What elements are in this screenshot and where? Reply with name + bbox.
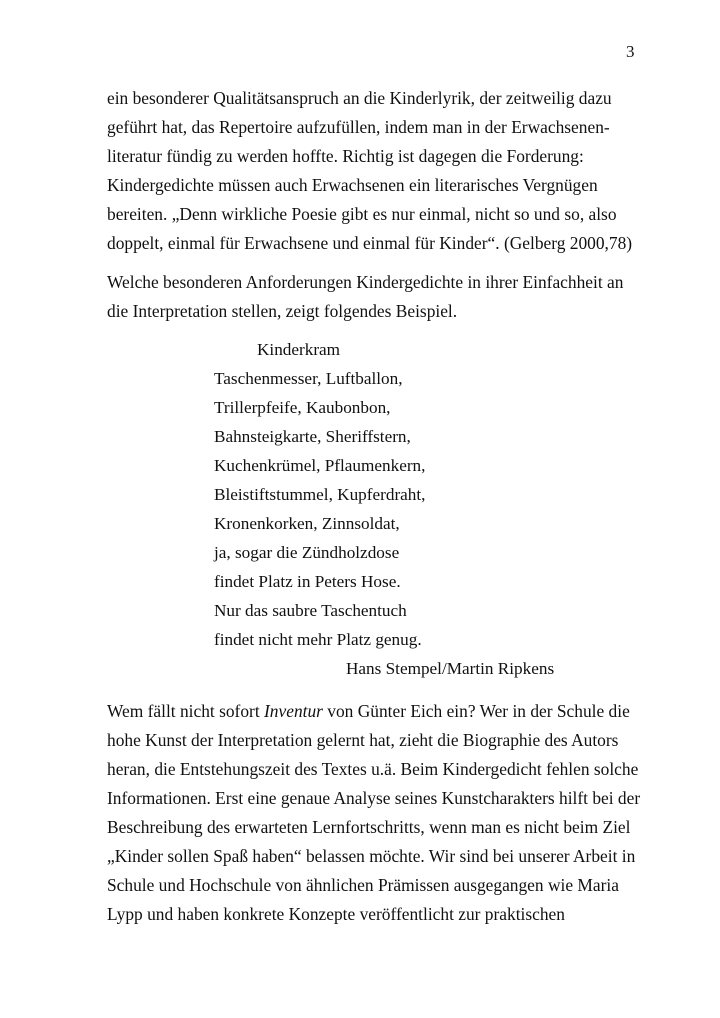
text-line: bereiten. „Denn wirkliche Poesie gibt es nur einmal, nicht so und so, also [107, 204, 617, 224]
text-line: Informationen. Erst eine genaue Analyse seines Kunstcharakters hilft bei der [107, 788, 641, 808]
text-line: geführt hat, das Repertoire aufzufüllen, indem man in der Erwachsenen- [107, 117, 610, 137]
poem-line: Trillerpfeife, Kaubonbon, [214, 398, 391, 417]
text-line: Beschreibung des erwarteten Lernfortschritts, wenn man es nicht beim Ziel [107, 817, 631, 837]
poem-line: Nur das saubre Taschentuch [214, 601, 407, 620]
text-line: Lypp und haben konkrete Konzepte veröffentlicht zur praktischen [107, 904, 565, 924]
page-number: 3 [626, 42, 635, 61]
poem-line: findet Platz in Peters Hose. [214, 572, 401, 591]
poem-author: Hans Stempel/Martin Ripkens [346, 659, 555, 678]
poem-line: Taschenmesser, Luftballon, [214, 369, 403, 388]
poem-line: ja, sogar die Zündholzdose [214, 543, 400, 562]
text-segment: Wem fällt nicht sofort [107, 701, 265, 721]
text-line: doppelt, einmal für Erwachsene und einmal für Kinder“. (Gelberg 2000,78) [107, 233, 633, 253]
text-line: ein besonderer Qualitätsanspruch an die Kinderlyrik, der zeitweilig dazu [107, 88, 612, 108]
text-line: hohe Kunst der Interpretation gelernt hat, zieht die Biographie des Autors [107, 730, 619, 750]
poem-line: Kuchenkrümel, Pflaumenkern, [214, 456, 426, 475]
text-line: die Interpretation stellen, zeigt folgendes Beispiel. [107, 301, 458, 321]
poem-line: Bahnsteigkarte, Sheriffstern, [214, 427, 411, 446]
text-segment: von Günter Eich ein? Wer in der Schule die [322, 701, 630, 721]
poem-line: Kronenkorken, Zinnsoldat, [214, 514, 400, 533]
poem-title: Kinderkram [257, 340, 341, 359]
text-line: Schule und Hochschule von ähnlichen Prämissen ausgegangen wie Maria [107, 875, 619, 895]
poem-line: findet nicht mehr Platz genug. [214, 630, 422, 649]
text-line: heran, die Entstehungszeit des Textes u.ä. Beim Kindergedicht fehlen solche [107, 759, 639, 779]
poem-line: Bleistiftstummel, Kupferdraht, [214, 485, 426, 504]
text-line: „Kinder sollen Spaß haben“ belassen möchte. Wir sind bei unserer Arbeit in [107, 846, 636, 866]
text-line: Kindergedichte müssen auch Erwachsenen ein literarisches Vergnügen [107, 175, 598, 195]
work-title-italic: Inventur [264, 701, 323, 721]
text-line [107, 701, 630, 721]
text-line: literatur fündig zu werden hoffte. Richtig ist dagegen die Forderung: [107, 146, 584, 166]
text-line: Welche besonderen Anforderungen Kindergedichte in ihrer Einfachheit an [107, 272, 624, 292]
